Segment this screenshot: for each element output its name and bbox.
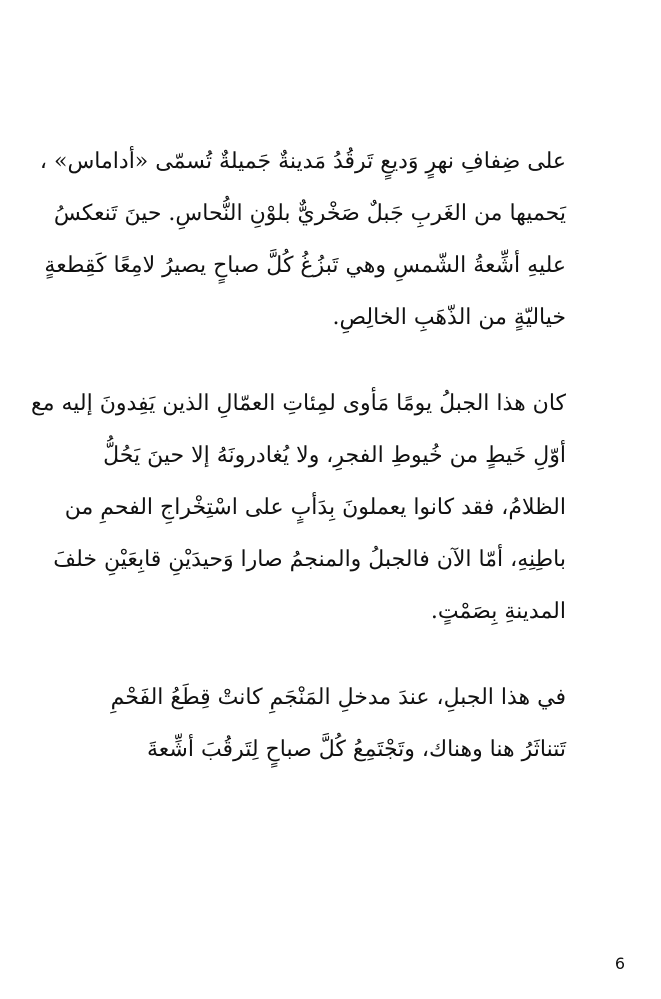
story-text — [30, 136, 566, 776]
text-line: تَتناثَرُ هنا وهناك، وتَجْتَمِعُ كُلَّ صباحٍ لِتَرقُبَ أشِّعةَ — [147, 737, 566, 762]
text-line: الظلامُ، فقد كانوا يعملونَ بِدَأبٍ على اسْتِخْراجِ الفحمِ من — [64, 495, 566, 520]
text-line: كان هذا الجبلُ يومًا مَأوى لمِئاتِ العمّالِ الذين يَفِدونَ إليه مع — [30, 391, 566, 416]
paragraph-gap — [96, 638, 566, 672]
text-line: عليهِ أشِّعةُ الشّمسِ وهي تَبزُغُ كُلَّ صباحٍ يصيرُ لامِعًا كَقِطعةٍ — [44, 253, 566, 278]
page-number: 6 — [614, 954, 625, 973]
text-line: باطِنِهِ، أمّا الآن فالجبلُ والمنجمُ صارا وَحيدَيْنِ قابِعَيْنِ خلفَ — [53, 547, 566, 572]
text-line: خياليّةٍ من الذّهَبِ الخالِصِ. — [332, 305, 566, 330]
paragraph-3 — [96, 672, 566, 776]
text-line: يَحميها من الغَربِ جَبلٌ صَخْريٌّ بلوْنِ النُّحاسِ. حينَ تَنعكسُ — [53, 201, 566, 226]
paragraph-gap — [96, 344, 566, 378]
text-line: أوّلِ خَيطٍ من خُيوطِ الفجرِ، ولا يُغادرونَهُ إلا حينَ يَحُلُّ — [103, 443, 566, 468]
text-line: على ضِفافِ نهرٍ وَديعٍ تَرقُدُ مَدينةٌ جَميلةٌ تُسمّى «أداماس» ، — [39, 149, 566, 174]
paragraph-1 — [39, 136, 566, 344]
text-line: في هذا الجبلِ، عندَ مدخلِ المَنْجَمِ كانتْ قِطَعُ الفَحْمِ — [110, 685, 566, 710]
text-line: المدينةِ بِصَمْتٍ. — [430, 599, 566, 624]
paragraph-2 — [30, 378, 566, 638]
